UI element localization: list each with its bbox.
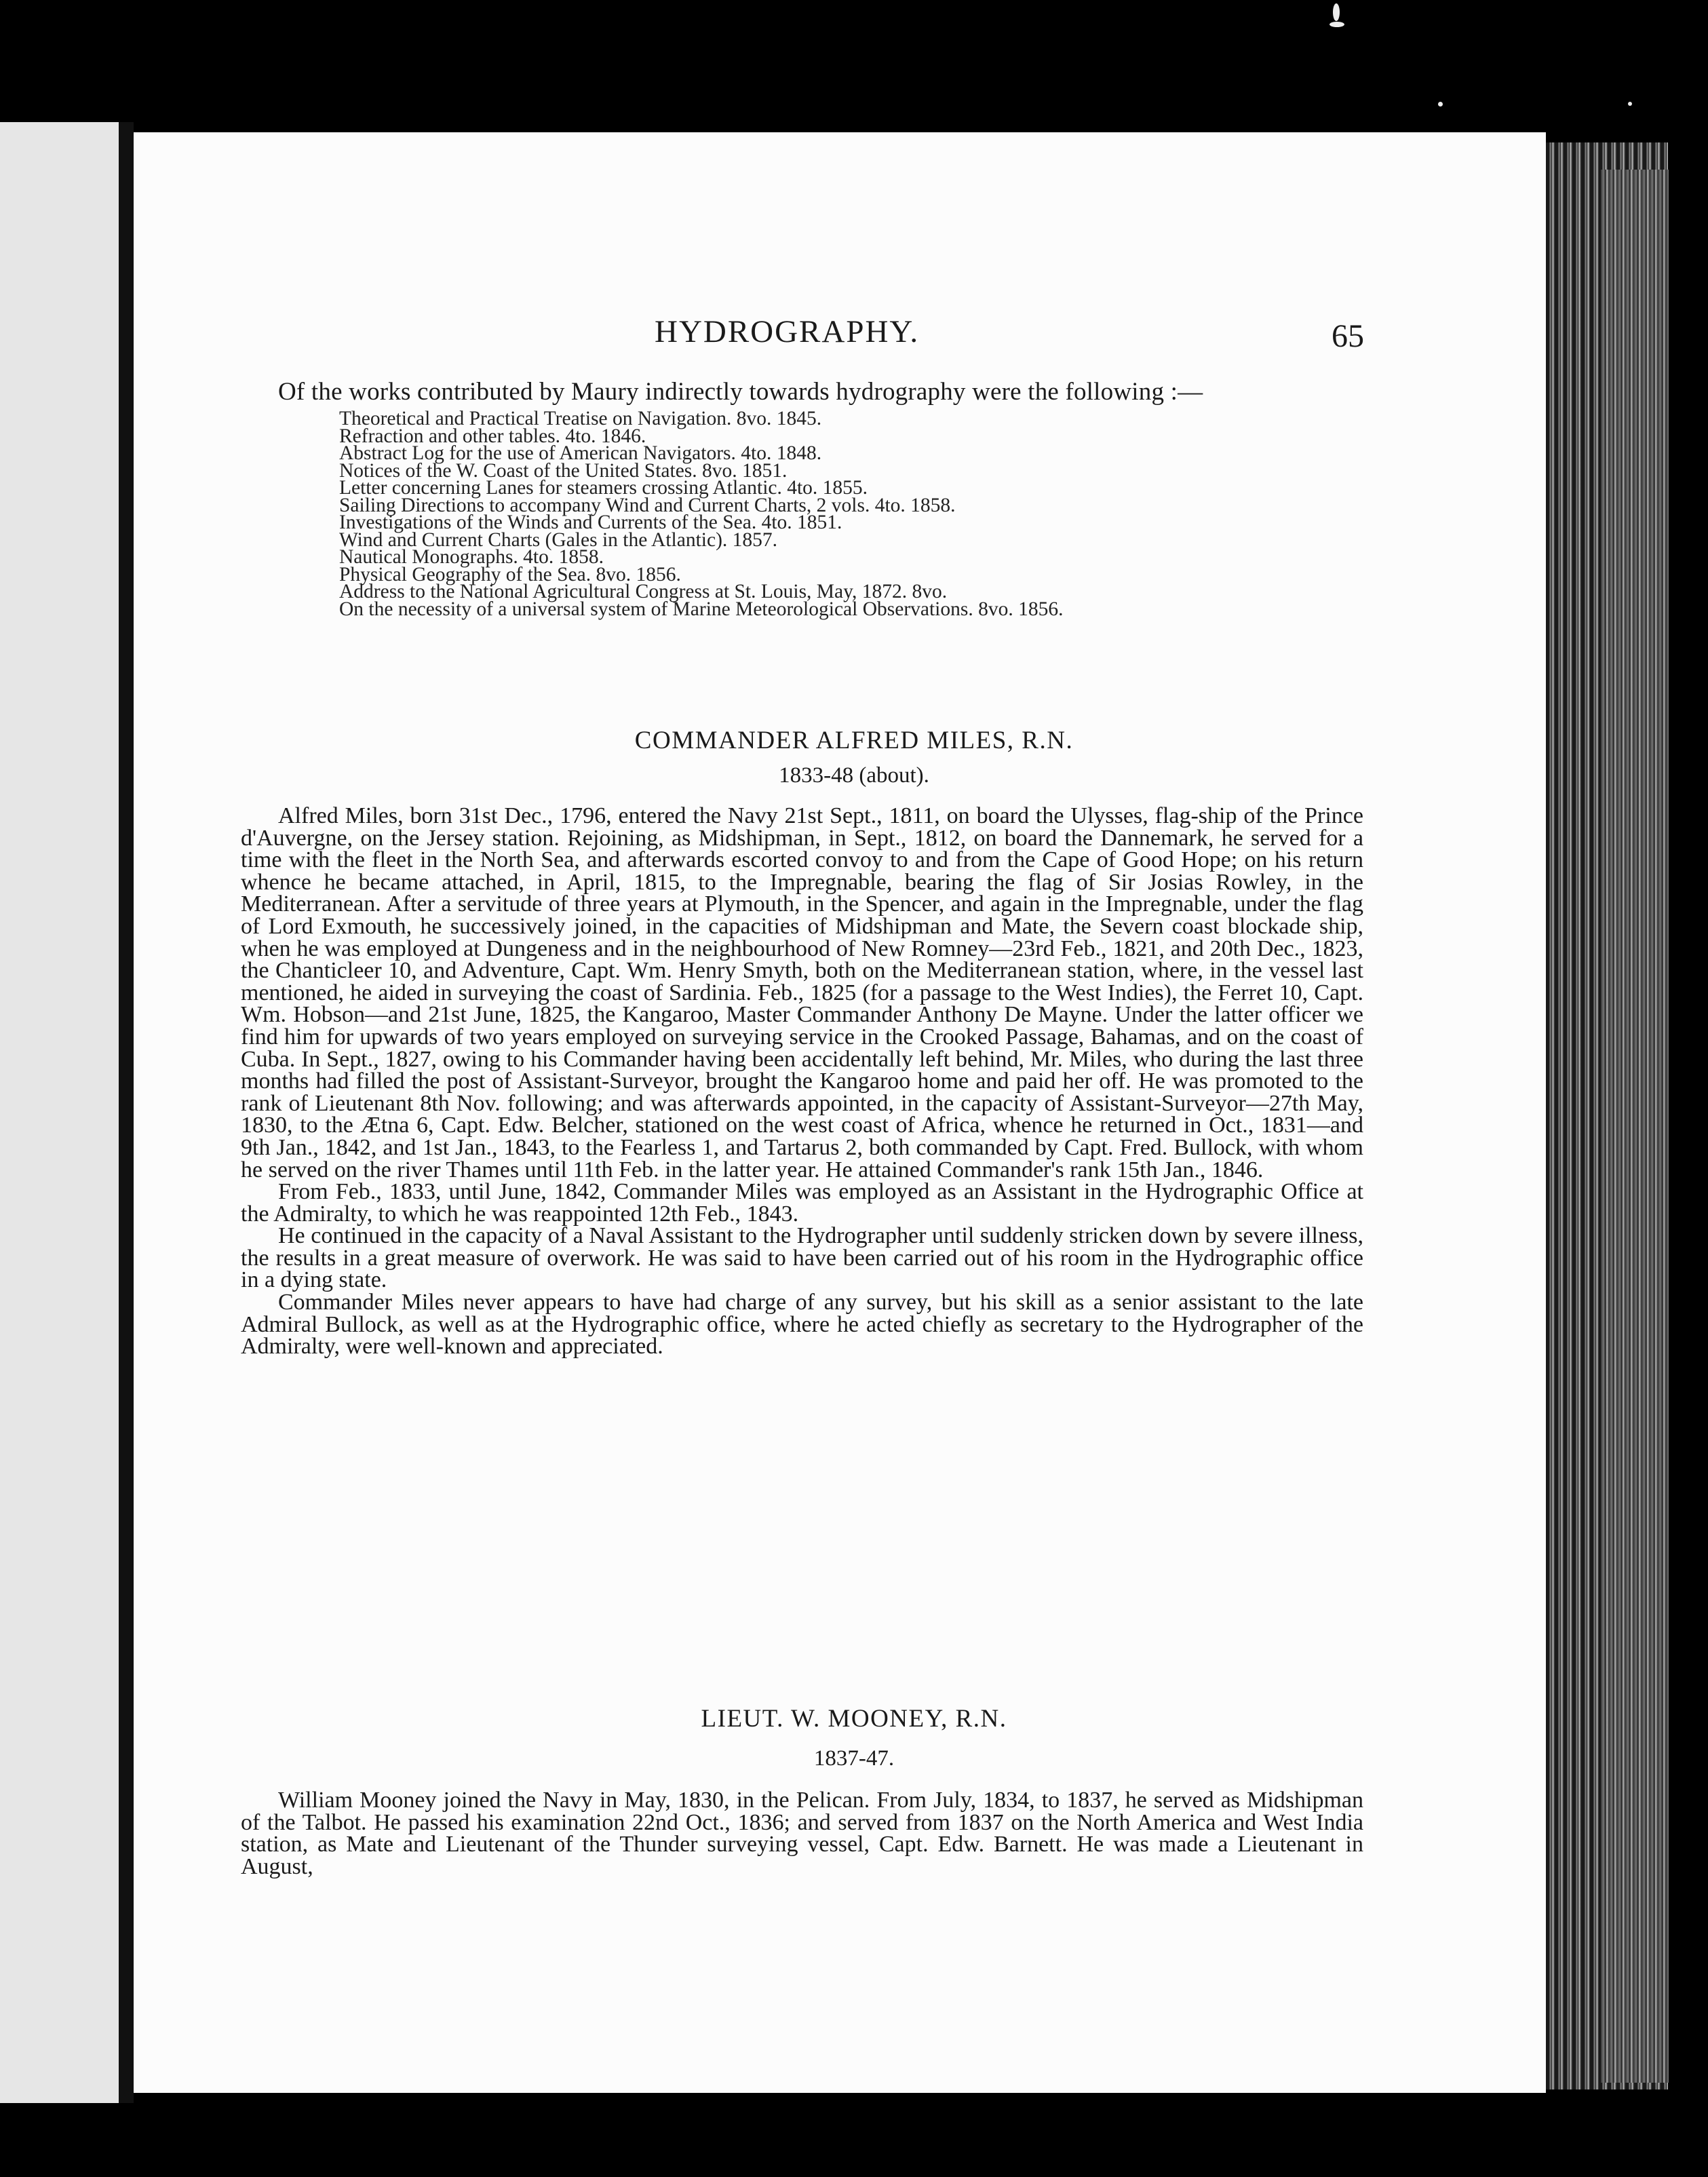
works-item: Refraction and other tables. 4to. 1846. xyxy=(339,425,646,447)
left-page-edge xyxy=(0,122,119,2103)
works-item: On the necessity of a universal system of Marine Meteorological Observations. 8vo. 1856. xyxy=(339,598,1064,620)
section-dates-mooney: 1837-47. xyxy=(813,1746,895,1771)
page-number: 65 xyxy=(1332,318,1364,354)
works-item: Investigations of the Winds and Currents of the Sea. 4to. 1851. xyxy=(339,512,842,533)
works-item: Address to the National Agricultural Congress at St. Louis, May, 1872. 8vo. xyxy=(339,581,948,602)
works-item: Theoretical and Practical Treatise on Navigation. 8vo. 1845. xyxy=(339,408,822,429)
dust-speck xyxy=(1628,102,1632,106)
works-item: Abstract Log for the use of American Navigators. 4to. 1848. xyxy=(339,442,822,464)
works-list xyxy=(339,410,1289,618)
paragraph: William Mooney joined the Navy in May, 1830, in the Pelican. From July, 1834, to 1837, he served as Midshipman of the Talbot. He passed his examination 22nd Oct., 1836; and served from 1837 on the North America and West India station, as Mate and Lieutenant of the Thunder surveying vessel, Capt. Edw. Barnett. He was made a Lieutenant in August, xyxy=(241,1788,1363,1879)
dust-speck xyxy=(1333,3,1340,21)
section-heading-miles: COMMANDER ALFRED MILES, R.N. xyxy=(634,727,1074,754)
works-intro: Of the works contributed by Maury indirectly towards hydrography were the following :— xyxy=(278,378,1203,406)
section-heading-mooney: LIEUT. W. MOONEY, R.N. xyxy=(701,1705,1007,1733)
works-item: Letter concerning Lanes for steamers crossing Atlantic. 4to. 1855. xyxy=(339,477,868,499)
paragraph: From Feb., 1833, until June, 1842, Commander Miles was employed as an Assistant in the Hydrographic Office at the Admiralty, to which he was reappointed 12th Feb., 1843. xyxy=(241,1179,1363,1227)
paragraph: He continued in the capacity of a Naval Assistant to the Hydrographer until suddenly stricken down by severe illness, the results in a great measure of overwork. He was said to have been carried out of his room in the Hydrographic office in a dying state. xyxy=(241,1223,1363,1293)
works-item: Wind and Current Charts (Gales in the Atlantic). 1857. xyxy=(339,528,778,551)
paragraph: Alfred Miles, born 31st Dec., 1796, entered the Navy 21st Sept., 1811, on board the Ulysses, flag-ship of the Prince d'Auvergne, on the Jersey station. Rejoining, as Midshipman, in Sept., 1812, on board the Dannemark, he served for a time with the fleet in the North Sea, and afterwards escorted convoy to and from the Cape of Good Hope; on his return whence he became attached, in April, 1815, to the Impregnable, bearing the flag of Sir Josias Rowley, in the Mediterranean. After a servitude of three years at Plymouth, in the Spencer, and again in the Impregnable, under the flag of Lord Exmouth, he successively joined, in the capacities of Midshipman and Mate, the Severn coast blockade ship, when he was employed at Dungeness and in the neighbourhood of New Romney—23rd Feb., 1821, and 20th Dec., 1823, the Chanticleer 10, and Adventure, Capt. Wm. Henry Smyth, both on the Mediterranean station, where, in the vessel last mentioned, he aided in surveying the coast of Sardinia. Feb., 1825 (for a passage to the West Indies), the Ferret 10, Capt. Wm. Hobson—and 21st June, 1825, the Kangaroo, Master Commander Anthony De Mayne. Under the latter officer we find him for upwards of two years employed on surveying service in the Crooked Passage, Bahamas, and on the coast of Cuba. In Sept., 1827, owing to his Commander having been accidentally left behind, Mr. Miles, who during the last three months had filled the post of Assistant-Surveyor, brought the Kangaroo home and paid her off. He was promoted to the rank of Lieutenant 8th Nov. following; and was afterwards appointed, in the capacity of Assistant-Surveyor—27th May, 1830, to the Ætna 6, Capt. Edw. Belcher, stationed on the west coast of Africa, whence he returned in Oct., 1831—and 9th Jan., 1842, and 1st Jan., 1843, to the Fearless 1, and Tartarus 2, both commanded by Capt. Fred. Bullock, with whom he served on the river Thames until 11th Feb. in the latter year. He attained Commander's rank 15th Jan., 1846. xyxy=(241,803,1363,1182)
mooney-biography xyxy=(241,1790,1363,1878)
works-item: Physical Geography of the Sea. 8vo. 1856. xyxy=(339,563,681,585)
paragraph: Commander Miles never appears to have had charge of any survey, but his skill as a senior assistant to the late Admiral Bullock, as well as at the Hydrographic office, where he acted chiefly as secretary to the Hydrographer of the Admiralty, were well-known and appreciated. xyxy=(241,1290,1363,1360)
section-dates-miles: 1833-48 (about). xyxy=(779,763,929,788)
works-item: Sailing Directions to accompany Wind and Current Charts, 2 vols. 4to. 1858. xyxy=(339,494,956,516)
works-item: Nautical Monographs. 4to. 1858. xyxy=(339,546,604,568)
works-item: Notices of the W. Coast of the United States. 8vo. 1851. xyxy=(339,459,788,482)
miles-biography xyxy=(241,805,1363,1358)
running-head: HYDROGRAPHY. xyxy=(655,314,920,349)
dust-speck xyxy=(1438,102,1443,107)
page-stack-edge-outer xyxy=(1601,170,1669,2083)
dust-speck xyxy=(1329,22,1344,27)
book-gutter xyxy=(119,122,134,2103)
